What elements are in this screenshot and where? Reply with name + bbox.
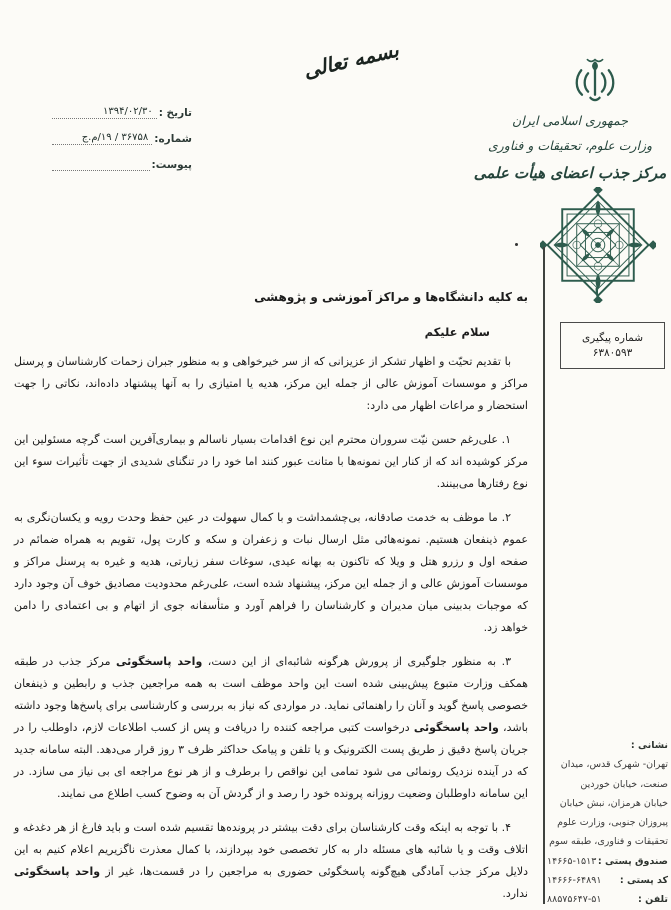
recipient-line: به کلیه دانشگاه‌ها و مراکز آموزشی و پژوهشی	[254, 290, 528, 304]
address-lines	[547, 755, 668, 851]
letter-paragraph: با تقدیم تحیّت و اظهار تشکر از عزیزانی که از سر خیرخواهی و به منظور جبران زحمات کارشناسان و پرسنل مراکز و موسسات آموزش عالی از جمله این مرکز، هدیه یا امتیازی را به آنها پیشنهاد داده‌اند، نکاتی را جهت استحضار و مراعات اظهار می دارد:	[14, 355, 528, 412]
letterhead-org-block	[470, 108, 670, 188]
letter-body	[14, 286, 528, 905]
postal-code-row	[547, 871, 668, 890]
date-label: تاریخ :	[158, 107, 192, 119]
letter-meta-fields	[52, 103, 192, 181]
tracking-label: شماره پیگیری	[581, 332, 644, 344]
number-value: ۳۶۷۵۸ / ۱۹/م.ج	[81, 132, 149, 143]
letter-paragraph: ۱. علی‌رغم حسن نیّت سروران محترم این نوع اقدامات بسیار ناسالم و بیماری‌آفرین است گرچه مسئولین این مرکز کوشیده اند که از کنار این نمونه‌ها با متانت عبور کنند اما خود را در تنگنای شدیدی از جهت تأثیرات سوء این نوع رفتارها می‌بینند.	[14, 433, 528, 490]
org-country: جمهوری اسلامی ایران	[512, 113, 628, 128]
phone-label: تلفن :	[638, 894, 668, 906]
bismillah-calligraphy: بسمه تعالی	[301, 37, 401, 83]
phone-row	[547, 890, 668, 909]
date-field	[52, 103, 192, 119]
iran-emblem-icon	[572, 58, 618, 110]
contact-block	[547, 736, 668, 910]
address-line: پیروزان جنوبی، وزارت علوم	[557, 817, 668, 829]
postal-code-value: ۱۴۶۶۶-۶۴۸۹۱	[547, 875, 602, 887]
org-ministry: وزارت علوم، تحقیقات و فناوری	[487, 138, 653, 153]
letter-paragraph: ۲. ما موظف به خدمت صادقانه، بی‌چشمداشت و با کمال سهولت در عین حفظ وحدت رویه و یکسان‌نگری به عموم ذینفعان هستیم. نمونه‌هائی مثل ارسال نبات و زعفران و سکه و کارت پول، تقویم به همراه ضمائم در صفحه اول و رزرو هتل و ویلا که تاکنون به بهانه عیدی، سوغات سفر زیارتی، هدیه و غیره به پرسنل مراکز و موسسات آموزش عالی و از جمله این مرکز، پیشنهاد شده است، علی‌رغم محدودیت مصادیق خوف آن وجود دارد که موجبات بدبینی میان مدیران و کارشناسان را فراهم آورد و متأسفانه جوی از اتهام و بی اعتمادی را دامن خواهد زد.	[14, 511, 528, 634]
address-line: خیابان هرمزان، نبش خیابان	[559, 797, 668, 809]
letter-paragraph: ۴. با توجه به اینکه وقت کارشناسان برای دقت بیشتر در پرونده‌ها تقسیم شده است و باید فارغ از هر دغدغه و اتلاف وقت و یا شائبه های مسئله دار به کار تخصصی خود بپردازند، با کمال معذرت ناگزیریم اعلام کنیم به این دلایل مرکز جذب آمادگی هیچ‌گونه پاسخگوئی حضوری به مراجعین را در قسمت‌ها، غیر از واحد پاسخگوئی ندارد.	[14, 821, 529, 900]
number-field	[52, 129, 192, 145]
star-seal-ornament-icon	[540, 187, 656, 303]
phone-value: ۸۸۵۷۵۶۴۷-۵۱	[547, 894, 602, 906]
address-line: تهران- شهرک قدس، میدان	[560, 759, 668, 771]
attachment-field	[52, 155, 192, 171]
number-dotted-line	[52, 131, 152, 145]
tracking-number-box	[560, 322, 665, 369]
letter-paragraphs	[14, 351, 528, 905]
attachment-label: پیوست:	[151, 159, 192, 171]
letter-paragraph: ۳. به منظور جلوگیری از پرورش هرگونه شائبه‌ای از این دست، واحد پاسخگوئی مرکز جذب در طبقه همکف وزارت متبوع پیش‌بینی شده است این واحد موظف است به همه مراجعین جذب و رابطین و ذینفعان خصوصی پاسخ گوید و آنان را راهنمائی نماید. در مواردی که نیاز به بررسی و کارشناسی برای پاسخ‌ها وجود داشته باشد، واحد پاسخگوئی درخواست کتبی مراجعه کننده را دریافت و پس از کسب اطلاعات لازم، داوطلب را در جریان پاسخ دقیق ز طریق پست الکترونیک و یا تلفن و پیامک حداکثر ظرف ۳ روز قرار می‌دهد. البته سامانه جدید که در آینده نزدیک رونمائی می شود تمامی این نواقص را برطرف و از هر نوع مراجعه ای بی نیاز می سازد. در این سامانه داوطلبان وضعیت روزانه پرونده خود را رصد و از گردش آن به وضوح کسب اطلاع می نمایند.	[14, 655, 529, 800]
org-center: مرکز جذب اعضای هیأت علمی	[473, 164, 667, 182]
margin-divider-rule	[543, 247, 545, 904]
number-label: شماره:	[154, 133, 192, 145]
address-line: تحقیقات و فناوری، طبقه سوم	[549, 836, 668, 848]
stray-ink-dot	[515, 243, 518, 246]
pobox-value: ۱۴۶۶۵-۱۵۱۳	[547, 855, 597, 867]
address-line: صنعت، خیابان خوردین	[580, 778, 668, 790]
tracking-value: ۶۳۸۰۵۹۳	[592, 347, 633, 359]
date-value: ۱۳۹۴/۰۲/۳۰	[102, 106, 153, 117]
salutation-line: سلام علیکم	[424, 325, 490, 339]
attachment-dotted-line	[52, 157, 150, 171]
postal-code-label: کد پستی :	[619, 875, 668, 887]
address-label: نشانی :	[630, 740, 668, 751]
pobox-row	[547, 852, 668, 871]
pobox-label: صندوق پستی :	[597, 855, 668, 867]
date-dotted-line	[52, 105, 157, 119]
